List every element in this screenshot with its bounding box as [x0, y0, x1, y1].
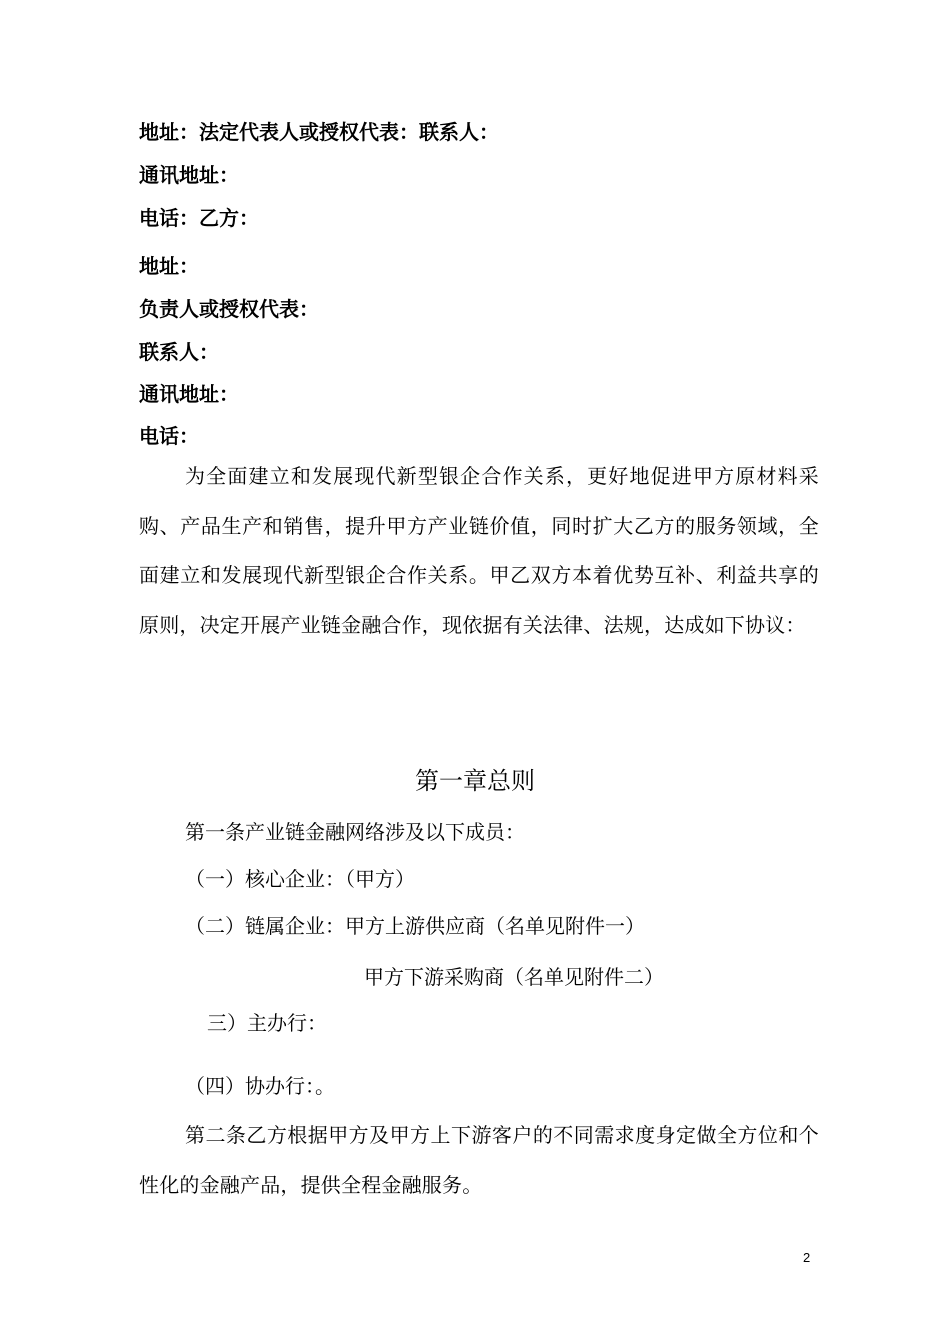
article-1-item-1: （一）核心企业：（甲方）: [185, 867, 415, 891]
party-b-representative: 负责人或授权代表：: [139, 297, 319, 321]
party-a-phone-party-b: 电话：乙方：: [139, 206, 259, 230]
article-1-item-2-continued: 甲方下游采购商（名单见附件二）: [364, 965, 664, 989]
party-b-address: 地址：: [139, 254, 199, 278]
article-1-item-3: 三）主办行：: [207, 1011, 327, 1035]
intro-paragraph: 为全面建立和发展现代新型银企合作关系，更好地促进甲方原材料采购、产品生产和销售，提升甲方产业链价值，同时扩大乙方的服务领域，全面建立和发展现代新型银企合作关系。甲乙双方本着优势互补、利益共享的原则，决定开展产业链金融合作，现依据有关法律、法规，达成如下协议：: [139, 464, 819, 637]
article-1-item-4: （四）协办行：。: [185, 1074, 335, 1098]
page-number: 2: [803, 1250, 811, 1265]
article-2-paragraph: 第二条乙方根据甲方及甲方上下游客户的不同需求度身定做全方位和个性化的金融产品，提供全程金融服务。: [139, 1123, 819, 1197]
article-1-title: 第一条产业链金融网络涉及以下成员：: [185, 820, 525, 844]
party-b-phone: 电话：: [139, 424, 199, 448]
party-b-contact: 联系人：: [139, 340, 219, 364]
party-a-mailing-address: 通讯地址：: [139, 163, 239, 187]
chapter-title: 第一章总则: [415, 767, 535, 795]
article-1-item-2: （二）链属企业：甲方上游供应商（名单见附件一）: [185, 914, 645, 938]
party-a-address-line: 地址：法定代表人或授权代表：联系人：: [139, 120, 499, 144]
party-b-mailing-address: 通讯地址：: [139, 382, 239, 406]
